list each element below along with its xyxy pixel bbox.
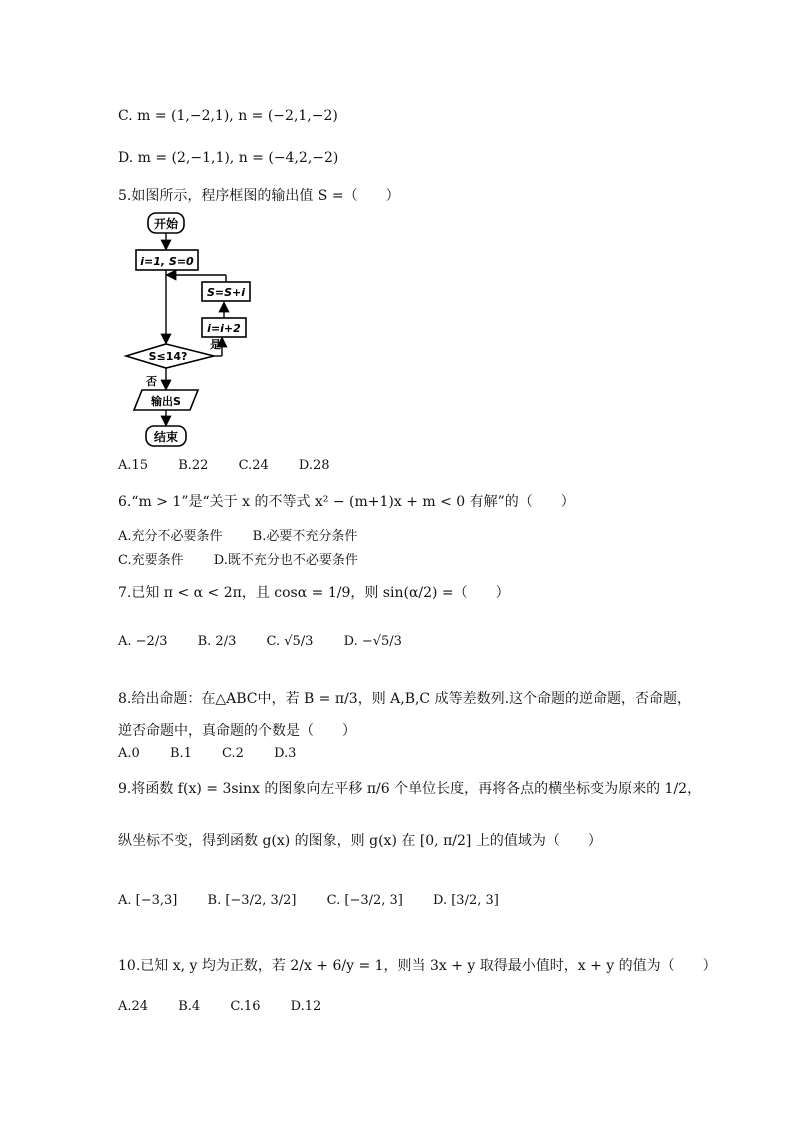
flow-inc-label: i=i+2 — [207, 322, 241, 335]
flow-sum-label: S=S+i — [206, 286, 246, 299]
q8-stem-line2: 逆否命题中，真命题的个数是（ ） — [118, 723, 356, 739]
q8-option-b: B.1 — [169, 746, 192, 761]
flowchart — [118, 208, 258, 453]
flow-no-label: 否 — [146, 375, 157, 388]
q7-stem: 7.已知 π < α < 2π，且 cosα = 1/9，则 sin(α/2) =（ ） — [118, 585, 510, 601]
flow-start-label: 开始 — [153, 217, 179, 231]
q6-option-b: B.必要不充分条件 — [252, 529, 358, 544]
q4-option-d: D. m = (2,−1,1), n = (−4,2,−2) — [118, 150, 339, 166]
q5-option-c: C.24 — [238, 458, 269, 473]
q8-stem-line1: 8.给出命题：在△ABC中，若 B = π/3，则 A,B,C 成等差数列.这个命题的逆命题，否命题， — [118, 691, 692, 707]
q6-options-row1 — [118, 525, 383, 544]
q6-options-row2 — [118, 549, 384, 568]
q5-option-a: A.15 — [118, 458, 149, 473]
flow-end-label: 结束 — [153, 430, 179, 444]
q10-options — [118, 999, 347, 1014]
flow-init-label: i=1, S=0 — [140, 255, 194, 268]
q7-option-d: D. −√5/3 — [343, 634, 402, 649]
q5-options — [118, 458, 356, 473]
q8-options — [118, 746, 322, 761]
q10-option-d: D.12 — [290, 999, 322, 1014]
q9-option-b: B. [−3/2, 3/2] — [207, 893, 297, 908]
q8-option-c: C.2 — [222, 746, 244, 761]
q10-option-b: B.4 — [178, 999, 201, 1014]
q9-stem-line2: 纵坐标不变，得到函数 g(x) 的图象，则 g(x) 在 [0, π/2] 上的值域为（ ） — [118, 833, 602, 849]
q8-option-a: A.0 — [118, 746, 140, 761]
q7-option-b: B. 2/3 — [197, 634, 237, 649]
q9-option-c: C. [−3/2, 3] — [326, 893, 403, 908]
q5-stem: 5.如图所示，程序框图的输出值 S =（ ） — [118, 188, 400, 204]
q5-option-b: B.22 — [178, 458, 209, 473]
q9-option-a: A. [−3,3] — [118, 893, 178, 908]
q10-option-a: A.24 — [118, 999, 149, 1014]
q9-option-d: D. [3/2, 3] — [433, 893, 499, 908]
q6-stem: 6.“m > 1”是“关于 x 的不等式 x² − (m+1)x + m < 0 有解”的（ ） — [118, 494, 575, 510]
q4-option-c: C. m = (1,−2,1), n = (−2,1,−2) — [118, 108, 338, 124]
q5-option-d: D.28 — [298, 458, 330, 473]
q6-option-a: A.充分不必要条件 — [118, 529, 223, 544]
q6-option-d: D.既不充分也不必要条件 — [213, 553, 358, 568]
q7-options — [118, 634, 428, 649]
q7-option-c: C. √5/3 — [266, 634, 314, 649]
flow-output-label: 输出S — [151, 395, 181, 408]
q6-option-c: C.充要条件 — [118, 553, 184, 568]
q8-option-d: D.3 — [274, 746, 297, 761]
q9-options — [118, 893, 525, 908]
flow-condition-label: S≤14? — [148, 350, 188, 363]
flow-yes-label: 是 — [210, 338, 221, 351]
q9-stem-line1: 9.将函数 f(x) = 3sinx 的图象向左平移 π/6 个单位长度，再将各点的横坐标变为原来的 1/2， — [118, 781, 702, 797]
q10-option-c: C.16 — [230, 999, 261, 1014]
q7-option-a: A. −2/3 — [118, 634, 168, 649]
q10-stem: 10.已知 x, y 均为正数，若 2/x + 6/y = 1，则当 3x + y 取得最小值时，x + y 的值为（ ） — [118, 958, 717, 974]
